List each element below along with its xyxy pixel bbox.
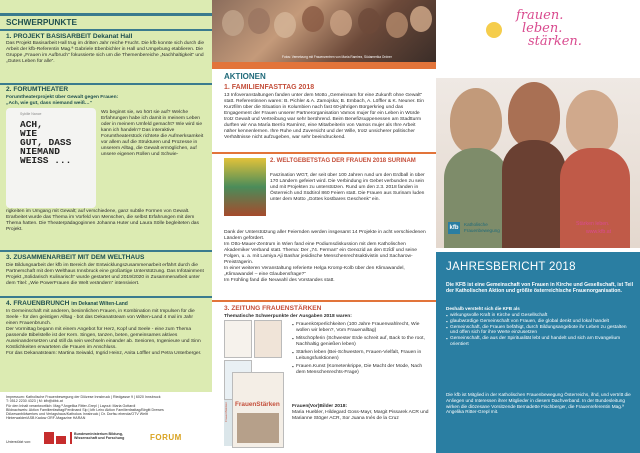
report-title: JAHRESBERICHT 2018: [446, 261, 576, 273]
s1-body: Das Projekt Basisarbeit Hall trug im dritten Jahr reiche Frucht. Die kfb konnte sich durch die Arbeit der kfb-Referentin Mag.ª Gabriele Ebenbichler in Hall und Umgebung etablieren. Die Gruppe „Frauen im Aufbruch“ fokussierte sich um die Themenbereiche „Nachhaltigkeit“ und „Gutes Leben für alle“.: [6, 41, 205, 64]
s4-heading-suffix: im Dekanat Wilten-Land: [71, 301, 128, 307]
surinam-poster-image: [224, 158, 266, 216]
divider: [212, 300, 436, 302]
list-item: ▪ Gemeinschaft, die Frauen befähigt, durch Bildungsangebote ihr Leben zu gestalten und offen sich für ihre Werte einzusetzen: [446, 325, 634, 337]
slogan-line: frauen.: [516, 8, 564, 23]
divider: [212, 152, 436, 154]
slogan: [516, 9, 582, 48]
orange-bar: [212, 62, 436, 69]
a3-subheading: Thematische Schwerpunkte der Ausgaben 2018 waren:: [224, 314, 352, 319]
ministry-bar-icon: [70, 432, 72, 444]
divider: [0, 29, 212, 31]
divider: [0, 296, 212, 298]
s1-heading: 1. PROJEKT BASISARBEIT Dekanat Hall: [6, 33, 133, 40]
imprint-line: Impressum: Katholische Frauenbewegung der Diözese Innsbruck | Riedgasse 9 | 6020 Innsbruck: [6, 395, 161, 399]
footer: [0, 392, 212, 453]
a3-heading: 3. ZEITUNG FRAUENSTÄRKEN: [224, 305, 322, 312]
sun-icon: [486, 22, 502, 38]
brand-strip: [436, 175, 640, 248]
tyrol-coat-of-arms-icon: [44, 432, 54, 444]
photo-caption: Fotos: Vernetzung mit Frauenzentren von Maria Ramirez, Südamerika Ordner: [282, 55, 392, 59]
blue-section: [436, 248, 640, 453]
s3-heading: 3. ZUSAMMENARBEIT MIT DEM WELTHAUS: [6, 254, 145, 261]
forum-logo: FORUM: [150, 433, 182, 442]
s4-heading-main: 4. FRAUENBRUNCH: [6, 300, 70, 307]
magazine-cover: [224, 320, 252, 358]
tshirt-image: [6, 108, 96, 208]
list-item: ▪ wirkungsvolle Kraft in Kirche und Gesellschaft: [446, 313, 634, 319]
supported-label: Unterstützt von:: [6, 440, 32, 444]
closing-text: Die kfb ist Mitglied in der Katholischen Frauenbewegung Österreichs, ifnd, und vertritt die Anliegen und Interessen ihrer Mitglieder in diesem Dachverband. In der Bundesleitung wirken die diözesane Vorsitzende Bernadette Fischberger, die Frauenreferentin Mag.ª Angelika Ritter-Grepl mit.: [446, 392, 631, 415]
intro-text: Die KFB ist eine Gemeinschaft von Frauen in Kirche und Gesellschaft, ist Teil der Katholischen Aktion und größte österreichische Frauenorganisation.: [446, 282, 634, 295]
imprint-line: Bildnachweis: Aktion Familienfasttag/Ferdinand Sip | kfb Leiro Aktion Familienfasttag/Birgitt Drewes: [6, 407, 164, 412]
s2-subheading: Forumtheaterprojekt über Gewalt gegen Frauen:: [6, 95, 119, 100]
divider: [0, 83, 212, 85]
austria-coat-of-arms-icon: [56, 432, 66, 444]
tshirt-caption: Sybille Nance: [20, 112, 42, 116]
tshirt-line: NIEMAND: [20, 146, 60, 157]
a3-topic-list: [292, 322, 432, 378]
imprint-line: Für den Inhalt verantwortlich: Mag.ª Angelika Ritter-Grepl | Layout: Maria Gottardi: [6, 403, 136, 408]
tshirt-line: GUT, DASS: [20, 137, 72, 148]
a3-role-models-body: Maria Huebler, Hildegard Goss-Mayr, Margit Pissarek ACR und Marianne Stöger ACR, Sor Juana Inés de la Cruz: [292, 410, 429, 421]
tshirt-line: WIE: [20, 128, 38, 139]
group-photo: [212, 0, 436, 62]
a2-heading: 2. WELTGEBETSTAG DER FRAUEN 2018 SURINAM: [270, 158, 416, 164]
slogan-line: leben.: [522, 21, 563, 36]
magazine-spine: [224, 400, 232, 446]
mission-list: [446, 313, 634, 348]
slogan-line: stärken.: [528, 34, 582, 49]
kfb-name: Katholische Frauenbewegung: [464, 222, 500, 233]
tagline: Stärken leben.: [576, 221, 610, 227]
imprint: [6, 395, 206, 421]
magazine-cover: [254, 320, 282, 358]
tshirt-line: ACH,: [20, 119, 43, 130]
left-panel: [0, 0, 212, 453]
divider: [0, 250, 212, 252]
imprint-line: Hinterwalder/ASB Kadow ORF-Magazine HARAN: [6, 416, 86, 421]
a1-heading: 1. FAMILIENFASTTAG 2018: [224, 84, 315, 91]
a2-body-right: Faszination WGT, der seit über 100 Jahren rund um den Erdball in über 170 Ländern gefeiert wird. Die Verbindung im Gebet verbunden zu sein und mit Projekten zu unterstützen. Rund um den 2.3. 2018 fanden in Österreich und Südtirol 860 Feiern statt. Die Frauen aus Surinam luden unter dem Motto „Gottes kostbares Geschenk“ ein.: [270, 173, 425, 202]
magazine-cover-front: [232, 372, 284, 448]
middle-panel: [212, 0, 436, 453]
right-panel: [436, 0, 640, 453]
tshirt-line: WEISS ...: [20, 155, 72, 166]
ministry-logo-text: Bundesministerium Bildung, Wissenschaft und Forschung: [74, 432, 125, 441]
imprint-line: T: 0512 2230 4323 | M: kfb@dibk.at: [6, 399, 63, 404]
magazine-title: FrauenStärken: [235, 401, 280, 408]
list-item: ▪ Gemeinschaft, die aus der Spiritualität lebt und handelt und sich am Evangelium orientiert: [446, 336, 634, 348]
divider: [0, 13, 212, 16]
s2-body: rigkeiten im Umgang mit Gewalt; auf verschiedene, ganz subtile Formen von Gewalt. Erarbeitet wurde das Thema im Vorfeld von Menschen, die selbst Erfahrungen mit dem Thema hatten. Die Theaterpädagoginnen Johanna Huter und Laura Sölle begleiteten das Projekt.: [6, 209, 199, 232]
a2-body: Dank der Unterstützung aller Feiernden werden insgesamt 14 Projekte in acht verschiedenen Ländern gefördert. Im Otto-Mauer-Zentrum in Wien fand eine Podiumsdiskussion mit dem Katholischen Akademiker Verband statt. Thema: Der „74. Ferman“ ein Genozid an den Ezîdî und seine Folgen, u. a. mit Lamiya Aji Bashar jesidische Menschenrechtsaktivistin und Sacharow-Preisträgerin. In einer weiteren Veranstaltung referierte Helga Kromp-Kolb über den Klimawandel, „Klimawandel – eine Glaubensfrage?“ Im Frühling fand die Neuwahl des Vorstandes statt.: [224, 230, 426, 283]
section-title: SCHWERPUNKTE: [6, 17, 77, 27]
imprint-line: Diözesanbildwerkes und Verlagshaus/Kathokos Innsbruck | Dr. Dorfsu ebenda/OTV Weltt: [6, 412, 148, 417]
s4-heading: [6, 300, 128, 307]
s2-body-right: Wo beginnt sie, wo hört sie auf? Welche Erfahrungen habe ich damit in meinem Leben oder in meinem Umfeld gemacht? Wie wird sie kann ich handeln? Das interaktive Forumtheaterstück richtete die Aufmerksamkeit vor allem auf die Strukturen und Prozesse in unserem Alltag, die Gewalt ermöglichen, auf unsere eigenen Rollen und Schwie-: [101, 110, 204, 157]
s3-body: Die Bildungsarbeit der kfb im Bereich der Entwicklungszusammenarbeit erfährt durch die Partnerschaft mit dem Welthaus Innsbruck eine großartige Unterstützung. Das Infotainment Projekt „Solidarisch Kulinarisch“ wurde gestartet und 2019/2020 in Zusammenarbeit unter dem Titel: „Wie PowerFrauen die Welt verändern“ intensiviert.: [6, 263, 204, 286]
s2-quote: „Ach, wie gut, dass niemand weiß…“: [6, 101, 93, 106]
s2-heading: 2. FORUMTHEATER: [6, 86, 69, 93]
list-heading: Deshalb versteht sich die KFB als: [446, 306, 520, 311]
list-item: ▪ Frauen.Kunst (Kometenkrippe, Die Macht der Mode, Nach dem Menschenrechts-Frage): [292, 364, 432, 376]
aktionen-heading: AKTIONEN: [224, 72, 266, 81]
kfb-logo: kfb: [448, 222, 460, 234]
list-item: ▪ glaubwürdige Gemeinschaft von Frauen, die global denkt und lokal handelt: [446, 319, 634, 325]
s4-body: In Gemeinschaft mit anderen, besinnlichen Frauen, in Kombination mit Impulsen für die Seele - für den geistigen Alltag - bot das Dekanatsteam von Wilten-Land 4 mal im Jahr einen Frauenbrunch. Der Vormittag begann mit einem Angebot für Herz, Kopf und Seele - eine zum Thema passende Bibelstelle ist der Kern. Singen, tanzen, beten, gemeinsames aktives Auseinandersetzen und still da sein wechseln einander ab. Senioren, Ingenieure und Sinn Köstlichkeiten erwarteten die Frauen im Anschluss. Für das Dekanatsteam: Martina Seiwald, Ingrid Heinz, Anita Löffler und Petra Unterberger.: [6, 309, 202, 356]
a1-body: 13 Infoveranstaltungen fanden unter dem Motto „Gemeinsam für eine Zukunft ohne Gewalt“ statt. Referentinnen waren: B. Pichler & A. Zamojska; B. Embach, A. Löffler & K. Neuner. Ein Kurzfilm über die Situation in Kolumbien nach fast 60-jährigen Bürgerkrieg und das Engagement der Frauen unserer Partnerorganisation Vamos mujer für ein Leben in Würde trotz Gewalt und Vertreibung war sehr berührend. Beim Benefizsuppenessen am Stadtturm durften wir Ana María Berrío Ramírez, eine Mitarbeiterin von Vamos mujer als Ihre Arbeit näher kennenlernen. Ihre Ruhe und Zuversicht und der Wille, trotz unsicherer politischer Verhältnisse nicht aufzugeben, war sehr beeindruckend.: [224, 93, 424, 140]
list-item: ▪ Frauenkörperlichkeiten (100 Jahre Frauenwahlrecht, Wie wollen wir leben?, Vom Frauenalltag): [292, 322, 432, 334]
website-link[interactable]: www.kfb.at: [586, 229, 612, 235]
list-item: ▪ Stärken leben (Bei-Schwestern, Frauen-Vielfalt, Frauen in Leitungsfunktionen): [292, 350, 432, 362]
list-item: ▪ Mitschöpferin (Schwester Erde schreit auf, Back to the root, Nachhaltig genießen leben): [292, 336, 432, 348]
magazine-spine-label: FrauenStärken: [224, 402, 228, 422]
a3-role-models-heading: Frauen(Vor)Bilder 2018:: [292, 404, 348, 409]
